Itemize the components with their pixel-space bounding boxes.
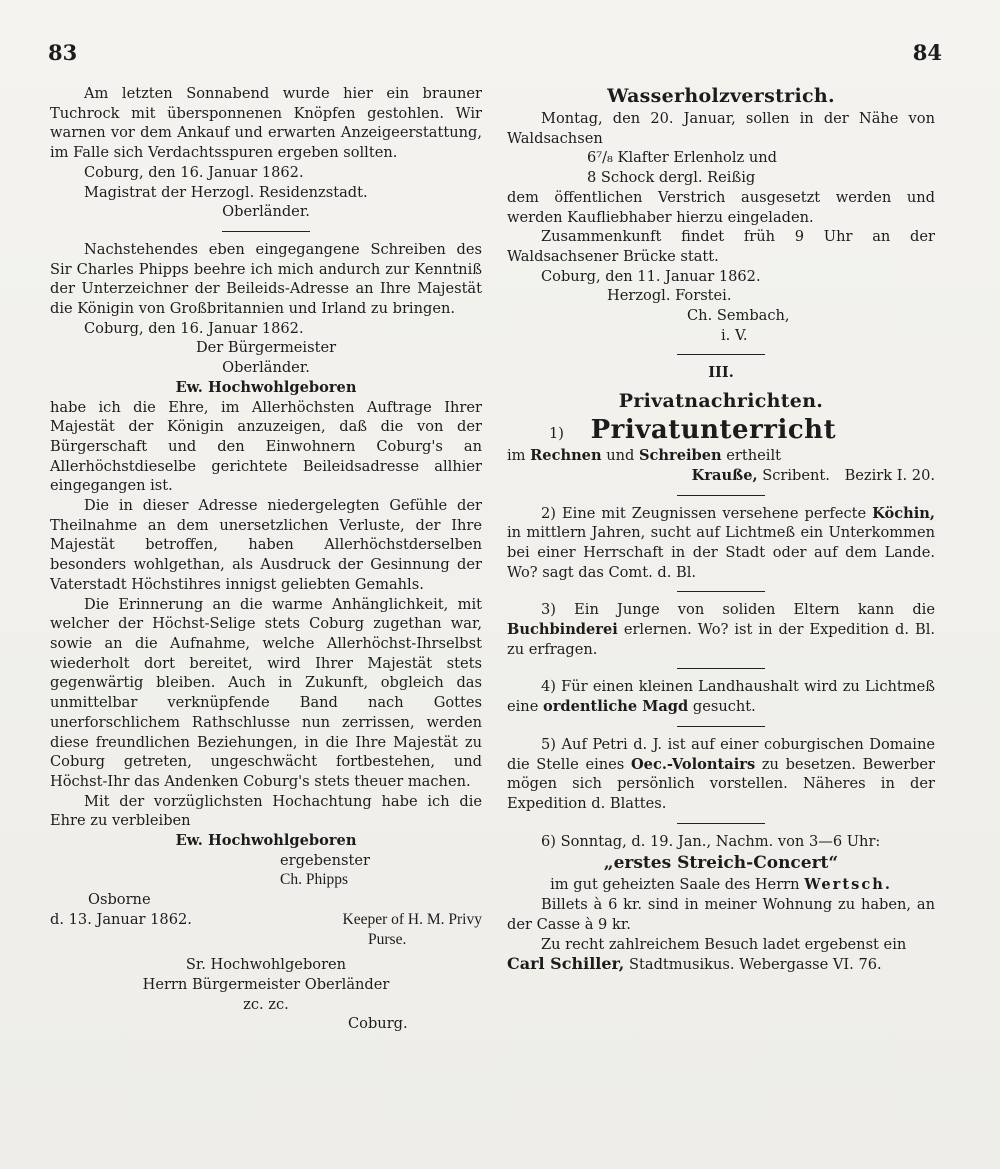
wood-sale-intro: Montag, den 20. Januar, sollen in der Nähe von Waldsachsen [507,110,935,147]
ad-6-text-b: im gut geheizten Saale des Herrn [550,876,800,894]
condolence-intro: Nachstehendes eben eingegangene Schreiben des Sir Charles Phipps beehre ich mich andurch zur Kenntniß der Unterzeichner der Beileids-Adresse an Ihre Majestät die Königin von Großbritannien und Irland zu bringen. [50,240,482,318]
destination: Coburg. [348,1015,408,1033]
ad-3-bold: Buchbinderei [507,621,618,639]
ad-2-text-a: Eine mit Zeugnissen versehene perfecte [562,504,867,522]
page-number-right: 84 [912,40,942,65]
addressee: Herrn Bürgermeister Oberländer [142,975,390,993]
divider [677,495,765,496]
letter-paragraph-2: Die in dieser Adresse niedergelegten Gefühle der Theilnahme an dem unersetzlichen Verluste, der Ihre Majestät betroffen, haben Allerhöchstderselben besonders wohlgethan, als Ausdruck der Gesinnung der Vaterstadt Höchstihres innigst geliebten Gemahls. [50,497,482,593]
ad-6-signer-rest: Stadtmusikus. Webergasse VI. 76. [629,956,882,974]
ad-1-text-b: und [606,447,635,465]
ad-2-bold: Köchin, [872,504,936,522]
ad-6-host: Wertsch. [804,876,892,894]
ad-1-number: 1) [549,425,564,443]
letter-signer: Ch. Phipps [280,871,349,889]
letter-date-row [50,910,482,930]
signer-title: Keeper of H. M. Privy [342,910,482,928]
section-numeral: III. [708,364,734,382]
addressee-salutation: Sr. Hochwohlgeboren [185,956,347,974]
ad-2-number: 2) [541,504,556,522]
ad-5-text-a: Auf Petri d. J. ist auf einer coburgischen Domaine die Stelle eines [507,735,936,773]
ad-5-number: 5) [541,735,556,753]
ad-1-role: Scribent. [762,466,830,484]
wood-sale-notice [507,84,935,345]
wood-sale-heading: Wasserholzverstrich. [607,85,835,107]
ad-4-text-a: Für einen kleinen Landhaushalt wird zu Lichtmeß eine [507,678,935,716]
signer-title-2: Purse. [368,930,407,948]
ad-4-text-b: gesucht. [692,698,756,716]
mayor-title: Der Bürgermeister [195,339,337,357]
left-column [50,84,482,1034]
ad-4-number: 4) [541,678,556,696]
forestry-office: Herzogl. Forstei. [607,287,732,305]
ad-3-text-b: erlernen. Wo? ist in der Expedition d. Bl. zu erfragen. [507,621,936,658]
ad-5-bold: Oec.-Volontairs [630,755,756,773]
theft-notice-text: Am letzten Sonnabend wurde hier ein brauner Tuchrock mit übersponnenen Knöpfen gestohlen. Wir warnen vor dem Ankauf und erwarten Anzeigeerstattung, im Falle sich Verdachtsspuren ergeben sollten. [50,85,482,162]
letter-paragraph-1: habe ich die Ehre, im Allerhöchsten Auftrage Ihrer Majestät der Königin anzuzeigen, daß die von der Bürgerschaft und den Einwohnern Coburg's an Allerhöchstdieselbe gerichtete Beileidsadresse allhier eingegangen ist. [50,398,482,495]
letter-paragraph-3: Die Erinnerung an die warme Anhänglichkeit, mit welcher der Höchst-Selige stets Coburg zugethan war, sowie an die Aufnahme, welche Allerhöchst-Ihrselbst wiederholt dort bereitet, wird Ihrer Majestät stets gegenwärtig bleiben. Auch in Zukunft, obgleich das unmittelbar verknüpfende Band nach Gottes unerforschlichem Rathschlusse nun zerrissen, werden diese freundlichen Beziehungen, in die Ihre Majestät zu Coburg getreten, ungeschwächt fortbestehen, und Höchst-Ihr das Andenken Coburg's stets theuer machen. [50,595,482,790]
ad-6 [507,832,935,975]
divider [677,591,765,592]
page-number-left: 83 [48,40,78,65]
wood-sale-item-1: 6⁷/₈ Klafter Erlenholz und [587,149,777,167]
divider [677,726,765,727]
letter-salutation: Ew. Hochwohlgeboren [175,378,357,396]
letter-place: Osborne [88,891,151,909]
divider [677,668,765,669]
ad-1 [507,414,935,485]
ad-1-text-a: im [507,447,526,465]
wood-sale-meeting: Zusammenkunft findet früh 9 Uhr an der Waldsachsener Brücke statt. [507,228,935,265]
theft-notice-authority: Magistrat der Herzogl. Residenzstadt. [84,183,368,201]
ad-6-number: 6) [541,832,556,850]
ad-1-subject-2: Schreiben [639,447,722,465]
forester-name: Ch. Sembach, [687,307,790,325]
theft-notice-date: Coburg, den 16. Januar 1862. [84,163,304,181]
ad-6-text-a: Sonntag, d. 19. Jan., Nachm. von 3—6 Uhr: [560,832,881,850]
ad-6-tickets: Billets à 6 kr. sind in meiner Wohnung zu haben, an der Casse à 9 kr. [507,896,935,933]
letter-place-row [50,890,482,910]
ad-4 [507,677,935,716]
ad-6-invite: Zu recht zahlreichem Besuch ladet ergebenst ein [541,935,907,953]
theft-notice-signature: Oberländer. [222,203,310,221]
ad-5 [507,735,935,814]
condolence-date: Coburg, den 16. Januar 1862. [84,319,304,337]
letter-paragraph-4: Mit der vorzüglichsten Hochachtung habe ich die Ehre zu verbleiben [50,792,482,830]
condolence-notice [50,240,482,1034]
ad-2-text-b: in mittlern Jahren, sucht auf Lichtmeß ein Unterkommen bei einer Herrschaft in der Stadt oder auf dem Lande. Wo? sagt das Comt. d. Bl. [507,524,935,581]
addressee-etc: zc. zc. [243,995,289,1013]
ad-6-bold: „erstes Streich-Concert“ [603,853,839,874]
mayor-name: Oberländer. [222,359,310,377]
divider [677,354,765,355]
divider [222,231,310,232]
ad-3-text-a: Ein Junge von soliden Eltern kann die [574,601,935,619]
wood-sale-body: dem öffentlichen Verstrich ausgesetzt werden und werden Kaufliebhaber hierzu eingeladen. [507,188,935,226]
ad-1-headline: Privatunterricht [590,415,837,446]
ad-1-text-c: ertheilt [726,447,782,465]
letter-closing-salutation: Ew. Hochwohlgeboren [175,832,357,850]
ad-3-number: 3) [541,601,556,619]
section-heading: Privatnachrichten. [618,390,824,413]
forester-vices: i. V. [721,326,748,344]
wood-sale-item-2: 8 Schock dergl. Reißig [587,169,756,187]
letter-closing: ergebenster [280,851,370,869]
ad-1-subject-1: Rechnen [530,447,602,465]
divider [677,823,765,824]
ad-1-name: Krauße, [691,466,758,484]
ad-3 [507,600,935,659]
wood-sale-date: Coburg, den 11. Januar 1862. [541,267,761,285]
right-column [507,84,935,975]
letter-date: d. 13. Januar 1862. [50,910,192,928]
ad-2 [507,504,935,583]
ad-1-address: Bezirk I. 20. [844,466,935,484]
ad-5-text-b: zu besetzen. Bewerber mögen sich persönlich vorstellen. Näheres in der Expedition d. Blattes. [507,755,936,812]
theft-notice [50,84,482,222]
ad-6-signer: Carl Schiller, [507,954,625,974]
ad-4-bold: ordentliche Magd [542,698,689,716]
